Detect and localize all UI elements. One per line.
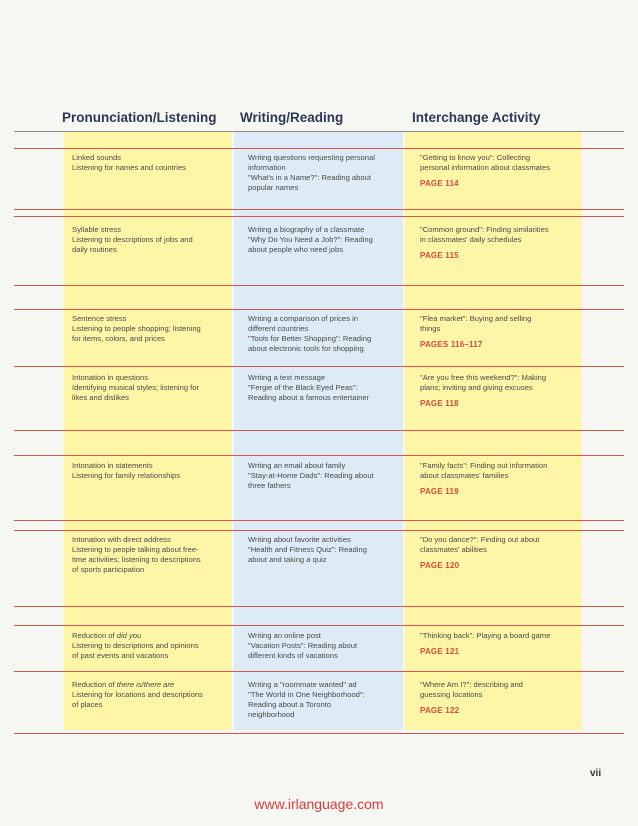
interchange-cell: [420, 225, 582, 261]
cell-line: Reading about a Toronto: [248, 700, 332, 709]
writing-cell: [248, 153, 398, 193]
cell-line: "Tools for Better Shopping": Reading: [248, 334, 372, 343]
cell-line: "Vacation Posts": Reading about: [248, 641, 358, 650]
pronunciation-cell: [72, 535, 230, 575]
cell-text-italic: there is/there are: [116, 680, 175, 689]
cell-text-italic: did you: [116, 631, 142, 640]
cell-line: things: [420, 324, 441, 333]
page-reference: PAGE 114: [420, 179, 459, 188]
cell-line: Writing a comparison of prices in: [248, 314, 359, 323]
pronunciation-cell: [72, 461, 230, 481]
interchange-cell: [420, 373, 582, 409]
row-divider: [14, 530, 624, 531]
cell-line: "What's in a Name?": Reading about: [248, 173, 371, 182]
row-divider: [14, 285, 624, 286]
cell-line: "Stay-at-Home Dads": Reading about: [248, 471, 374, 480]
cell-line: plans; inviting and giving excuses: [420, 383, 533, 392]
row-divider: [14, 455, 624, 456]
cell-line: in classmates' daily schedules: [420, 235, 522, 244]
row-divider: [14, 520, 624, 521]
cell-line: "Why Do You Need a Job?": Reading: [248, 235, 373, 244]
writing-cell: [248, 314, 398, 354]
header-pronunciation-listening: Pronunciation/Listening: [62, 110, 217, 125]
cell-line: likes and dislikes: [72, 393, 129, 402]
pronunciation-cell: [72, 314, 230, 344]
cell-line: [72, 631, 230, 641]
cell-line: popular names: [248, 183, 299, 192]
cell-line: "Do you dance?": Finding out about: [420, 535, 540, 544]
cell-line: "The World in One Neighborhood":: [248, 690, 365, 699]
writing-cell: [248, 680, 398, 720]
page-reference: PAGE 115: [420, 251, 459, 260]
page-reference: PAGE 120: [420, 561, 460, 570]
cell-line: about electronic tools for shopping: [248, 344, 364, 353]
page-reference: PAGE 119: [420, 487, 459, 496]
page-reference: PAGES 116–117: [420, 340, 483, 349]
cell-line: Writing a "roommate wanted" ad: [248, 680, 357, 689]
page-number: vii: [590, 768, 602, 779]
row-divider: [14, 309, 624, 310]
interchange-cell: [420, 631, 582, 657]
cell-line: Listening for family relationships: [72, 471, 181, 480]
cell-line: of past events and vacations: [72, 651, 169, 660]
cell-line: Writing questions requesting personal: [248, 153, 375, 162]
interchange-cell: [420, 461, 582, 497]
cell-text: Reduction of: [72, 680, 117, 689]
cell-line: about classmates' families: [420, 471, 509, 480]
cell-line: time activities; listening to descriptions: [72, 555, 201, 564]
cell-line: "Common ground": Finding similarities: [420, 225, 549, 234]
cell-line: different countries: [248, 324, 309, 333]
cell-line: classmates' abilities: [420, 545, 487, 554]
cell-line: Writing about favorite activities: [248, 535, 351, 544]
cell-line: "Getting to know you": Collecting: [420, 153, 531, 162]
cell-line: Sentence stress: [72, 314, 127, 323]
cell-line: Syllable stress: [72, 225, 121, 234]
cell-line: about people who need jobs: [248, 245, 343, 254]
footer-watermark-url: www.irlanguage.com: [254, 796, 384, 812]
interchange-cell: [420, 680, 582, 716]
cell-line: Listening to descriptions of jobs and: [72, 235, 193, 244]
pronunciation-cell: [72, 153, 230, 173]
cell-line: of places: [72, 700, 103, 709]
row-divider: [14, 430, 624, 431]
cell-line: information: [248, 163, 286, 172]
row-divider: [14, 216, 624, 217]
cell-line: "Thinking back": Playing a board game: [420, 631, 551, 640]
cell-line: different kinds of vacations: [248, 651, 338, 660]
cell-line: Writing a biography of a classmate: [248, 225, 365, 234]
pronunciation-cell: [72, 225, 230, 255]
cell-line: Writing an email about family: [248, 461, 346, 470]
pronunciation-cell: [72, 680, 230, 710]
page-reference: PAGE 121: [420, 647, 460, 656]
cell-line: three fathers: [248, 481, 291, 490]
cell-line: Writing an online post: [248, 631, 321, 640]
row-divider: [14, 733, 624, 734]
row-divider: [14, 671, 624, 672]
cell-line: [72, 680, 230, 690]
header-divider: [14, 131, 624, 132]
cell-line: personal information about classmates: [420, 163, 551, 172]
page-reference: PAGE 122: [420, 706, 460, 715]
cell-line: Listening for locations and descriptions: [72, 690, 203, 699]
cell-line: guessing locations: [420, 690, 483, 699]
interchange-cell: [420, 153, 582, 189]
cell-line: of sports participation: [72, 565, 145, 574]
writing-cell: [248, 373, 398, 403]
row-divider: [14, 366, 624, 367]
cell-line: Identifying musical styles; listening for: [72, 383, 200, 392]
cell-line: Intonation in statements: [72, 461, 153, 470]
cell-line: Listening to people shopping; listening: [72, 324, 201, 333]
cell-line: Intonation in questions: [72, 373, 148, 382]
cell-line: for items, colors, and prices: [72, 334, 165, 343]
cell-line: daily routines: [72, 245, 117, 254]
pronunciation-cell: [72, 631, 230, 661]
cell-line: "Flea market": Buying and selling: [420, 314, 532, 323]
cell-line: "Where Am I?": describing and: [420, 680, 523, 689]
pronunciation-cell: [72, 373, 230, 403]
cell-line: "Health and Fitness Quiz": Reading: [248, 545, 367, 554]
writing-cell: [248, 225, 398, 255]
cell-line: Reading about a famous entertainer: [248, 393, 370, 402]
cell-line: Linked sounds: [72, 153, 121, 162]
writing-cell: [248, 631, 398, 661]
writing-cell: [248, 535, 398, 565]
row-divider: [14, 625, 624, 626]
cell-line: Listening to people talking about free-: [72, 545, 199, 554]
page-reference: PAGE 118: [420, 399, 459, 408]
cell-line: "Family facts": Finding out information: [420, 461, 548, 470]
row-divider: [14, 148, 624, 149]
cell-line: about and taking a quiz: [248, 555, 327, 564]
cell-line: "Are you free this weekend?": Making: [420, 373, 547, 382]
cell-line: Intonation with direct address: [72, 535, 171, 544]
cell-text: Reduction of: [72, 631, 117, 640]
cell-line: "Fergie of the Black Eyed Peas":: [248, 383, 358, 392]
row-divider: [14, 606, 624, 607]
writing-cell: [248, 461, 398, 491]
interchange-cell: [420, 314, 582, 350]
cell-line: Listening for names and countries: [72, 163, 186, 172]
cell-line: Listening to descriptions and opinions: [72, 641, 199, 650]
cell-line: neighborhood: [248, 710, 295, 719]
header-interchange-activity: Interchange Activity: [412, 110, 541, 125]
row-divider: [14, 209, 624, 210]
header-writing-reading: Writing/Reading: [240, 110, 344, 125]
interchange-cell: [420, 535, 582, 571]
cell-line: Writing a text message: [248, 373, 326, 382]
